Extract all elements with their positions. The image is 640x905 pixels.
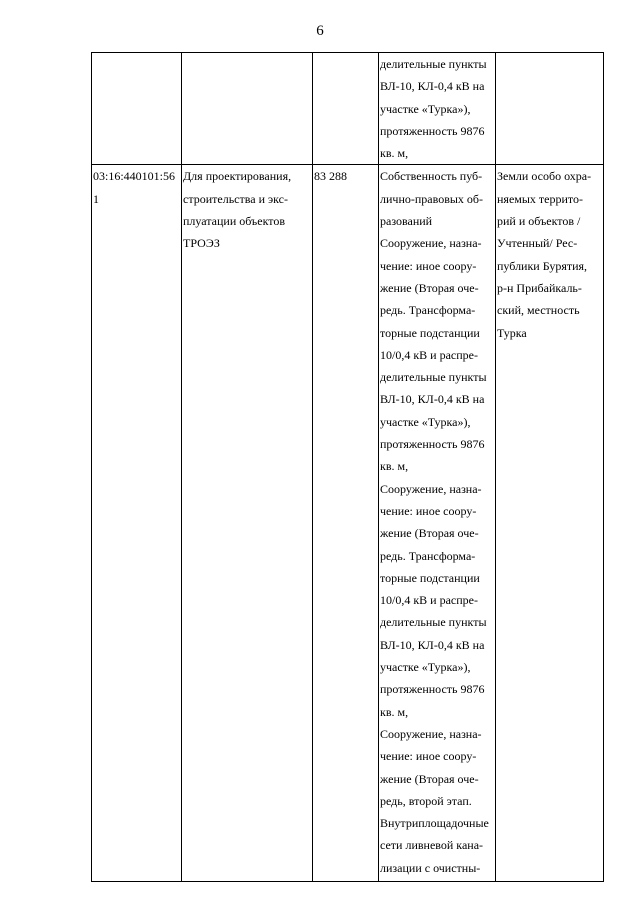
cell-text-line: участке «Турка»),: [380, 660, 471, 675]
cell-cadastral-number: [92, 165, 182, 882]
cell-text-line: Собственность пуб-: [380, 169, 483, 184]
cell-text-line: публики Бурятия,: [497, 258, 588, 273]
cell-area: [313, 53, 379, 165]
cell-text-line: Земли особо охра-: [497, 169, 592, 184]
cell-text-line: Учтенный/ Рес-: [497, 236, 578, 251]
cell-text-line: 83 288: [314, 169, 347, 184]
cell-text-line: торные подстанции: [380, 570, 480, 585]
cell-text-line: ВЛ-10, КЛ-0,4 кВ на: [380, 392, 485, 407]
cell-text-line: ВЛ-10, КЛ-0,4 кВ на: [380, 637, 485, 652]
cell-text-line: чение: иное соору-: [380, 258, 477, 273]
cell-area: [313, 165, 379, 882]
cell-text-line: кв. м,: [380, 459, 409, 474]
cell-text-line: протяженность 9876: [380, 437, 485, 452]
cell-cadastral-number: [92, 53, 182, 165]
cell-text-line: участке «Турка»),: [380, 414, 471, 429]
cell-text-line: 10/0,4 кВ и распре-: [380, 347, 478, 362]
cell-text-line: протяженность 9876: [380, 682, 485, 697]
land-plot-table: [91, 52, 604, 882]
cell-text-line: Внутриплощадочные: [380, 816, 489, 831]
cell-text-line: 1: [93, 191, 99, 206]
page-number: 6: [316, 23, 324, 39]
cell-permitted-use: [182, 53, 313, 165]
cell-text-line: лично-правовых об-: [380, 191, 484, 206]
cell-text-line: ВЛ-10, КЛ-0,4 кВ на: [380, 79, 485, 94]
cell-text-line: жение (Вторая оче-: [380, 771, 479, 786]
cell-text-line: Сооружение, назна-: [380, 726, 482, 741]
cell-rights-and-structures: [379, 165, 496, 882]
cell-text-line: ТРОЭЗ: [183, 236, 220, 251]
cell-text-line: 10/0,4 кВ и распре-: [380, 593, 478, 608]
cell-text-line: делительные пункты: [380, 57, 487, 71]
cell-text-line: сети ливневой кана-: [380, 838, 484, 853]
cell-text-line: няемых террито-: [497, 191, 583, 206]
cell-text-line: р-н Прибайкаль-: [497, 280, 582, 295]
cell-text-line: плуатации объектов: [183, 214, 286, 229]
cell-text-line: редь, второй этап.: [380, 793, 472, 808]
cell-text-line: редь. Трансформа-: [380, 303, 476, 318]
cell-text-line: жение (Вторая оче-: [380, 280, 479, 295]
cell-text-line: редь. Трансформа-: [380, 548, 476, 563]
cell-text-line: кв. м,: [380, 146, 409, 161]
cell-text-line: жение (Вторая оче-: [380, 526, 479, 541]
cell-text-line: ский, местность: [497, 303, 580, 318]
cell-text-line: протяженность 9876: [380, 123, 485, 138]
cell-text-line: строительства и экс-: [183, 191, 288, 206]
cell-text-line: 03:16:440101:56: [93, 169, 176, 184]
cell-text-line: разований: [380, 214, 433, 229]
cell-text-line: Сооружение, назна-: [380, 236, 482, 251]
cell-category-and-address: [496, 165, 604, 882]
cell-text-line: Сооружение, назна-: [380, 481, 482, 496]
cell-text-line: делительные пункты: [380, 370, 487, 385]
cell-text-line: рий и объектов /: [497, 214, 581, 229]
cell-text-line: чение: иное соору-: [380, 749, 477, 764]
cell-permitted-use: [182, 165, 313, 882]
cell-rights-and-structures: [379, 53, 496, 165]
cell-text-line: делительные пункты: [380, 615, 487, 630]
table-row-continuation: [92, 53, 604, 165]
cell-text-line: торные подстанции: [380, 325, 480, 340]
table-row: [92, 165, 604, 882]
cell-text-line: кв. м,: [380, 704, 409, 719]
cell-text-line: чение: иное соору-: [380, 503, 477, 518]
cell-text-line: Для проектирования,: [183, 169, 292, 184]
cell-text-line: лизации с очистны-: [380, 860, 481, 875]
cell-category-and-address: [496, 53, 604, 165]
cell-text-line: Турка: [497, 325, 527, 340]
cell-text-line: участке «Турка»),: [380, 101, 471, 116]
